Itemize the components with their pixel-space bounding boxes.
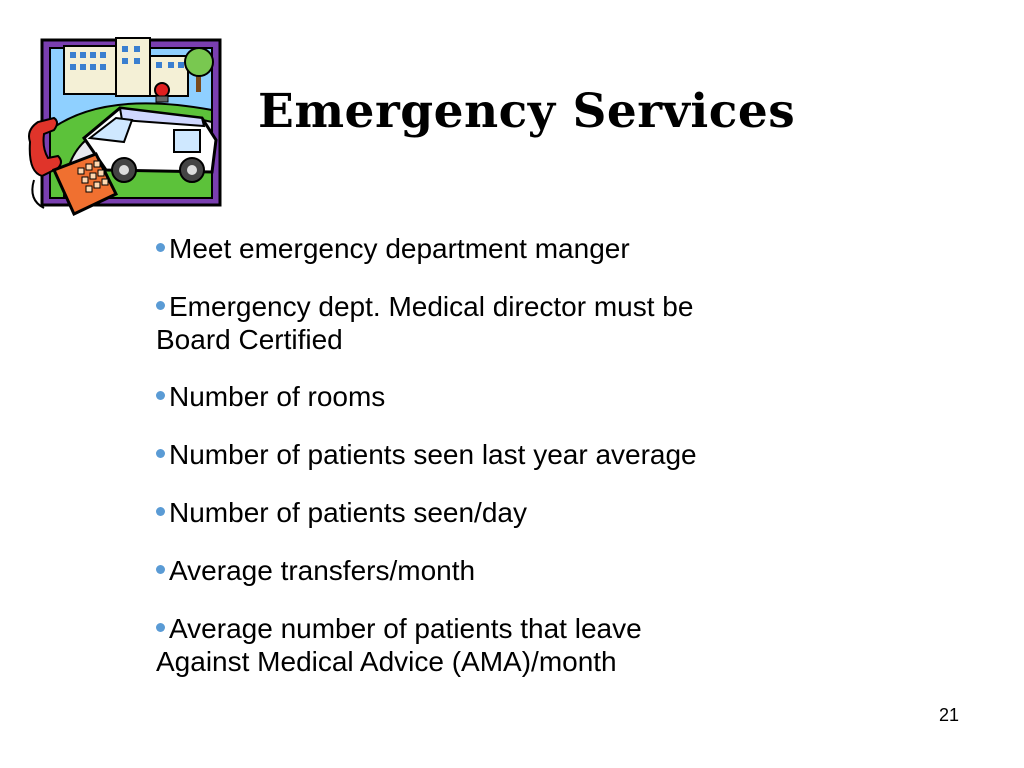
bullet-dot-icon [156,623,165,632]
bullet-dot-icon [156,243,165,252]
bullet-item [156,438,856,471]
bullet-list [156,232,856,703]
bullet-text: Meet emergency department manger [169,233,630,264]
bullet-dot-icon [156,507,165,516]
page-number: 21 [938,705,959,725]
bullet-text: Number of patients seen last year average [169,439,697,470]
bullet-text: Emergency dept. Medical director must be [169,291,694,322]
bullet-text-continued: Board Certified [156,324,343,355]
bullet-item [156,496,856,529]
bullet-item [156,554,856,587]
bullet-text: Average number of patients that leave [169,613,642,644]
bullet-text: Number of rooms [169,381,386,412]
bullet-dot-icon [156,565,165,574]
bullet-dot-icon [156,391,165,400]
bullet-dot-icon [156,301,165,310]
bullet-item [156,612,856,678]
bullet-dot-icon [156,449,165,458]
slide-title: Emergency Services [258,84,796,139]
bullet-item [156,232,856,265]
bullet-text-continued: Against Medical Advice (AMA)/month [156,646,617,677]
bullet-item [156,380,856,413]
bullet-item [156,290,856,356]
bullet-text: Number of patients seen/day [169,497,527,528]
emergency-ambulance-clipart [24,30,224,220]
bullet-text: Average transfers/month [169,555,476,586]
